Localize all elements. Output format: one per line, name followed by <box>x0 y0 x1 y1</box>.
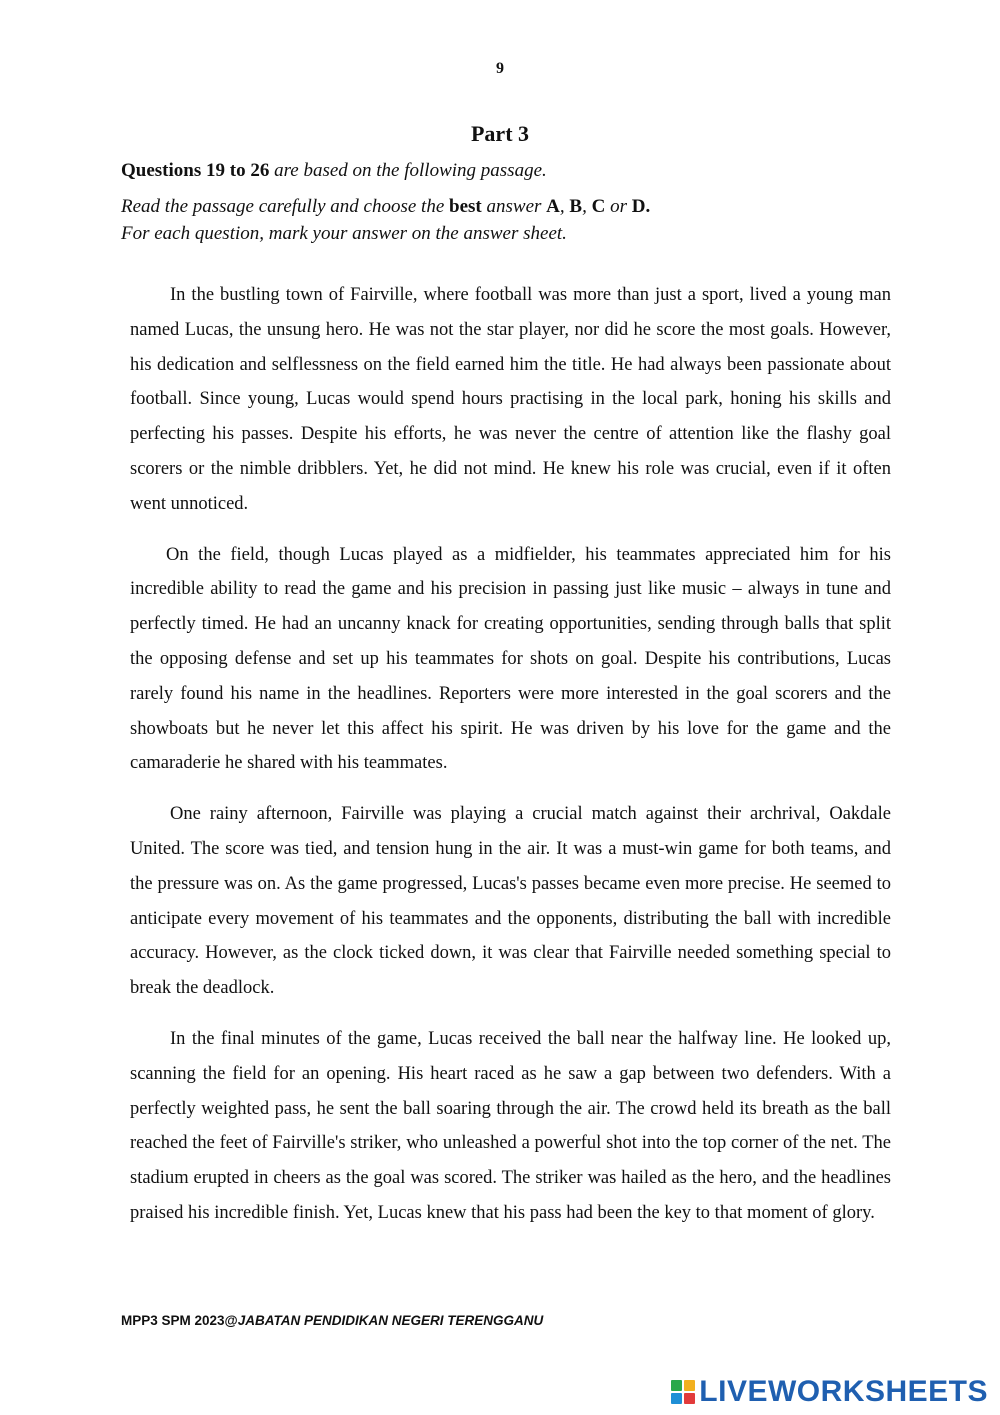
instruction-text: , <box>582 196 592 217</box>
instruction-choose-line <box>121 196 650 218</box>
option-c: C <box>591 196 606 217</box>
liveworksheets-logo-icon <box>671 1380 695 1404</box>
logo-square <box>684 1380 695 1391</box>
instruction-text: For each question, mark your answer on the answer sheet. <box>121 223 567 244</box>
option-d: D. <box>631 196 651 217</box>
passage-paragraph: One rainy afternoon, Fairville was playing a crucial match against their archrival, Oakdale United. The score was tied, and tension hung in the air. It was a must-win game for both teams, and the pressure was on. As the game progressed, Lucas's passes became even more precise. He seemed to anticipate every movement of his teammates and the opponents, distributing the ball with incredible accuracy. However, as the clock ticked down, it was clear that Fairville needed something special to break the deadlock. <box>130 804 891 999</box>
footer-code: MPP3 SPM 2023@ <box>121 1313 238 1328</box>
instruction-text: answer <box>481 196 547 217</box>
instruction-text: or <box>605 196 632 217</box>
instruction-best: best <box>449 196 482 217</box>
passage-paragraph: In the final minutes of the game, Lucas received the ball near the halfway line. He looked up, scanning the field for an opening. His heart raced as he saw a gap between two defenders. With a perfectly weighted pass, he sent the ball soaring through the air. The crowd held its breath as the ball reached the feet of Fairville's striker, who unleashed a powerful shot into the top corner of the net. The stadium erupted in cheers as the goal was scored. The striker was hailed as the hero, and the headlines praised his incredible finish. Yet, Lucas knew that his pass had been the key to that moment of glory. <box>130 1028 891 1223</box>
part-title: Part 3 <box>470 121 530 146</box>
liveworksheets-brand[interactable] <box>671 1372 988 1412</box>
question-range: Questions 19 to 26 <box>121 160 270 181</box>
option-b: B <box>569 196 583 217</box>
passage-paragraph: In the bustling town of Fairville, where football was more than just a sport, lived a young man named Lucas, the unsung hero. He was not the star player, nor did he score the most goals. However, his dedication and selflessness on the field earned him the title. He had always been passionate about football. Since young, Lucas would spend hours practising in the local park, honing his skills and perfecting his passes. Despite his efforts, he was never the centre of attention like the flashy goal scorers or the nimble dribblers. Yet, he did not mind. He knew his role was crucial, even if it often went unnoticed. <box>130 285 891 514</box>
passage-paragraph: On the field, though Lucas played as a midfielder, his teammates appreciated him for his incredible ability to read the game and his precision in passing just like music – always in tune and perfectly timed. He had an uncanny knack for creating opportunities, sending through balls that split the opposing defense and set up his teammates for shots on goal. Despite his contributions, Lucas rarely found his name in the headlines. Reporters were more interested in the goal scorers and the showboats but he never let this affect his spirit. He was driven by his love for the game and the camaraderie he shared with his teammates. <box>130 544 891 774</box>
liveworksheets-wordmark: LIVEWORKSHEETS <box>699 1375 988 1408</box>
logo-square <box>671 1393 682 1404</box>
page-number: 9 <box>496 60 504 77</box>
logo-square <box>684 1393 695 1404</box>
logo-square <box>671 1380 682 1391</box>
instruction-mark-line <box>121 223 567 245</box>
instruction-questions-line <box>121 160 547 182</box>
passage <box>130 278 891 1231</box>
option-a: A <box>546 196 560 217</box>
instruction-text: Read the passage carefully and choose the <box>121 196 450 217</box>
question-range-rest: are based on the following passage. <box>269 160 547 181</box>
instruction-text: , <box>559 196 570 217</box>
footer-source <box>121 1313 543 1328</box>
footer-department: JABATAN PENDIDIKAN NEGERI TERENGGANU <box>237 1313 544 1328</box>
